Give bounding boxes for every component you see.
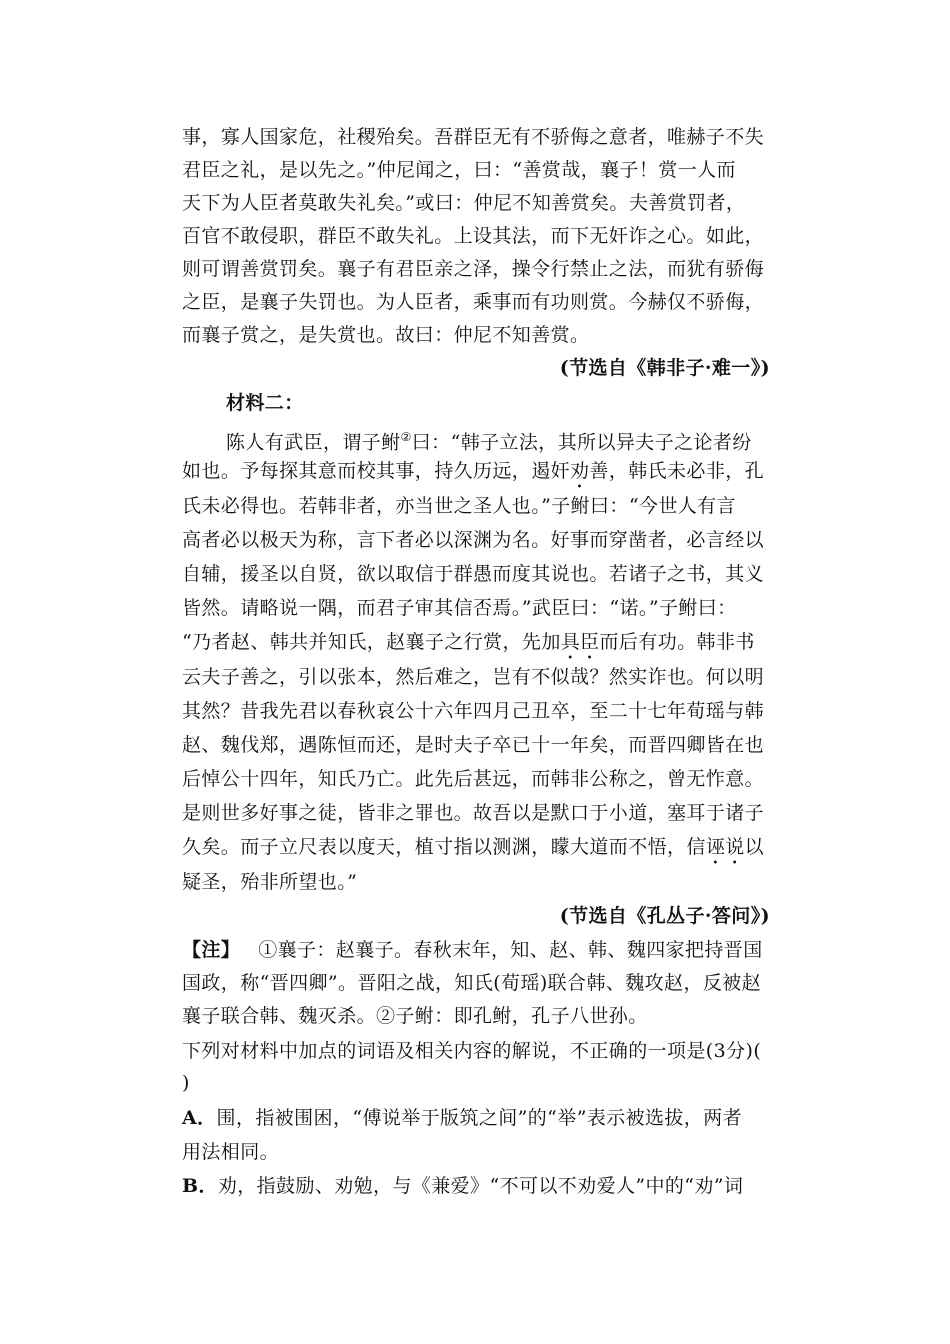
text-line: 之臣，是襄子失罚也。为人臣者，乘事而有功则赏。今赫仅不骄侮， [182, 291, 765, 313]
option-b-text: 劝，指鼓励、劝勉，与《兼爱》“不可以不劝爱人”中的“劝”词 [217, 1175, 744, 1197]
text-run: 而后有功。韩非书 [599, 631, 755, 653]
text-run: “乃者赵、韩共并知氏，赵襄子之行赏，先加 [182, 631, 561, 653]
text-line: 事，寡人国家危，社稷殆矣。吾群臣无有不骄侮之意者，唯赫子不失 [182, 126, 765, 148]
text-line [226, 424, 772, 455]
note-label: 【注】 [182, 939, 241, 961]
section-heading: 材料二： [226, 392, 304, 414]
text-line: 天下为人臣者莫敢失礼矣。”或曰：仲尼不知善赏矣。夫善赏罚者， [182, 192, 746, 214]
text-line: 而襄子赏之，是失赏也。故曰：仲尼不知善赏。 [182, 324, 590, 346]
source-citation: (节选自《韩非子·难一》) [559, 357, 770, 379]
text-line: 氏未必得也。若韩非者，亦当世之圣人也。”子鲋曰：“今世人有言 [182, 495, 736, 517]
note-text: ①襄子：赵襄子。春秋末年，知、赵、韩、魏四家把持晋国 [258, 939, 763, 961]
source-citation: (节选自《孔丛子·答问》) [559, 905, 770, 927]
option-a-text: 围，指被围困，“傅说举于版筑之间”的“举”表示被选拔，两者 [216, 1107, 743, 1129]
text-line: 高者必以极天为称，言下者必以深渊为名。好事而穿凿者，必言经以 [182, 529, 765, 551]
option-a[interactable] [182, 1105, 772, 1131]
text-run: 如也。予每探其意而校其事，持久历远，遏奸 [182, 460, 571, 482]
text-line: 赵、魏伐郑，遇陈恒而还，是时夫子卒已十一年矣，而晋四卿皆在也 [182, 734, 765, 756]
text-line [182, 834, 772, 869]
text-line: 后悼公十四年，知氏乃亡。此先后甚远，而韩非公称之，曾无怍意。 [182, 768, 765, 790]
text-line: 疑圣，殆非所望也。” [182, 871, 358, 893]
text-line: 皆然。请略说一隅，而君子审其信否焉。”武臣曰：“诺。”子鲋曰： [182, 597, 737, 619]
text-run: 陈人有武臣，谓子鲋 [226, 431, 401, 454]
text-line [182, 629, 772, 664]
dotted-word: 劝 [570, 460, 590, 482]
option-b[interactable] [182, 1173, 772, 1199]
text-line: 其然？昔我先君以春秋哀公十六年四月己丑卒，至二十七年荀瑶与韩 [182, 700, 765, 722]
question-stem-continued: ) [182, 1072, 190, 1094]
option-a-continued: 用法相同。 [182, 1141, 280, 1163]
text-run: 以 [744, 836, 765, 858]
text-line: 则可谓善赏罚矣。襄子有君臣亲之泽，操令行禁止之法，而犹有骄侮 [182, 258, 765, 280]
text-line: 是则世多好事之徒，皆非之罪也。故吾以是默口于小道，塞耳于诸子 [182, 802, 765, 824]
text-line [182, 458, 772, 493]
footnote-marker: ② [400, 430, 412, 444]
text-run: 善，韩氏未必非，孔 [589, 460, 765, 482]
option-a-label: A． [182, 1107, 217, 1129]
note-line [182, 937, 772, 963]
text-line: 自辅，援圣以自贤，欲以取信于群愚而度其说也。若诸子之书，其义 [182, 563, 765, 585]
text-line: 云夫子善之，引以张本，然后难之，岂有不似哉？然实诈也。何以明 [182, 666, 765, 688]
dotted-word: 具臣 [560, 631, 600, 653]
question-stem: 下列对材料中加点的词语及相关内容的解说，不正确的一项是(3分)( [182, 1040, 762, 1062]
text-run: 曰：“韩子立法，其所以异夫子之论者纷 [411, 431, 752, 454]
text-line: 百官不敢侵职，群臣不敢失礼。上设其法，而下无奸诈之心。如此， [182, 225, 765, 247]
note-line: 襄子联合韩、魏灭杀。②子鲋：即孔鲋，孔子八世孙。 [182, 1005, 648, 1027]
note-line: 国政，称“晋四卿”。晋阳之战，知氏(荀瑶)联合韩、魏攻赵，反被赵 [182, 972, 762, 994]
text-line: 君臣之礼，是以先之。”仲尼闻之，曰：“善赏哉，襄子！赏一人而 [182, 159, 736, 181]
text-run: 久矣。而子立尺表以度天，植寸指以测渊，矇大道而不悟，信 [182, 836, 706, 858]
option-b-label: B． [182, 1175, 218, 1197]
dotted-word: 诬说 [705, 836, 745, 858]
